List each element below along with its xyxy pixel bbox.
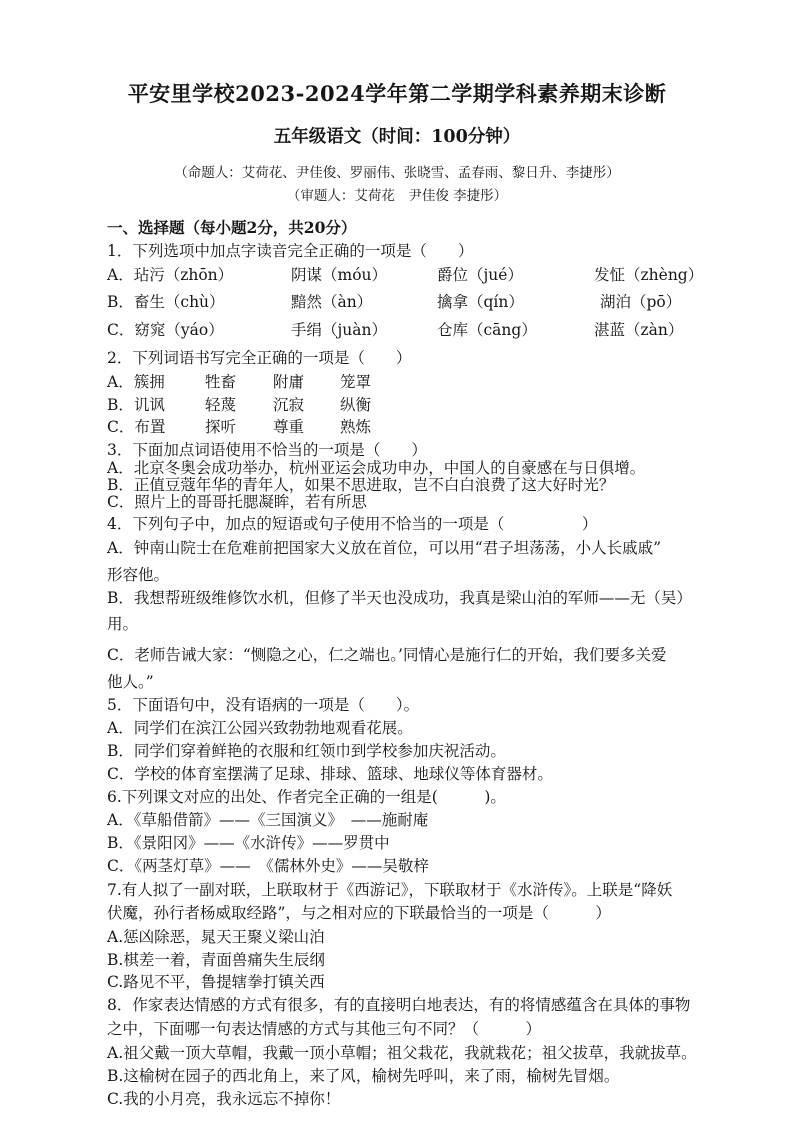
- q1-option: 手绢（juàn）: [291, 321, 388, 339]
- exam-subtitle: 五年级语文（时间：100分钟）: [273, 127, 521, 147]
- q8-option-c: C.我的小月亮，我永远忘不掉你！: [107, 1090, 341, 1108]
- q1-option: B．畜生（chù）: [107, 293, 225, 311]
- q3-option-b: B．正值豆蔻年华的青年人，如果不思进取，岂不白白浪费了这大好时光？: [107, 476, 615, 494]
- q5-option-b: B．同学们穿着鲜艳的衣服和红领巾到学校参加庆祝活动。: [107, 742, 506, 760]
- reviewers: （审题人：艾荷花 尹佳俊 李捷彤）: [286, 188, 508, 204]
- section-heading: 一、选择题（每小题2分，共20分）: [107, 218, 357, 237]
- q1-option: 湛蓝（zàn）: [594, 321, 684, 339]
- q1-option: 发怔（zhèng）: [594, 266, 704, 284]
- q1-option: 擒拿（qín）: [437, 293, 524, 311]
- q3-option-a: A．北京冬奥会成功举办，杭州亚运会成功申办，中国人的自豪感在与日俱增。: [107, 459, 646, 477]
- q2-stem: 2．下列词语书写完全正确的一项是（ ）: [107, 349, 412, 367]
- q4-option-b-cont: 用。: [107, 615, 139, 633]
- q2-option: 尊重: [273, 418, 305, 436]
- q1-option: 仓库（cāng）: [437, 321, 537, 339]
- q1-option: C．窈窕（yáo）: [107, 321, 224, 339]
- q6-option-b: B．《景阳冈》——《水浒传》——罗贯中: [107, 834, 390, 852]
- q5-option-a: A．同学们在滨江公园兴致勃勃地观看花展。: [107, 719, 413, 737]
- q2-option: A．簇拥: [107, 373, 165, 391]
- q1-option: 黯然（àn）: [291, 293, 373, 311]
- q6-stem: 6.下列课文对应的出处、作者完全正确的一组是( )。: [107, 788, 506, 806]
- q1-option: 爵位（jué）: [437, 266, 523, 284]
- q2-option: 纵衡: [340, 396, 372, 414]
- q4-option-b: B．我想帮班级维修饮水机，但修了半天也没成功，我真是梁山泊的军师——无（吴）: [107, 589, 692, 607]
- q2-option: 沉寂: [273, 396, 305, 414]
- q8-option-b: B.这榆树在园子的西北角上，来了风，榆树先呼叫，来了雨，榆树先冒烟。: [107, 1067, 620, 1085]
- q5-stem: 5．下面语句中，没有语病的一项是（ ）。: [107, 696, 420, 714]
- q3-stem: 3．下面加点词语使用不恰当的一项是（ ）: [107, 441, 427, 459]
- q4-option-a-cont: 形容他。: [107, 566, 170, 584]
- exam-title: 平安里学校2023-2024学年第二学期学科素养期末诊断: [127, 81, 667, 106]
- q4-option-c: C．老师告诫大家：“恻隐之心，仁之端也。’同情心是施行仁的开始，我们要多关爱: [107, 646, 667, 664]
- q2-option: 轻蔑: [205, 396, 237, 414]
- q4-option-a: A．钟南山院士在危难前把国家大义放在首位，可以用“君子坦荡荡，小人长戚戚”: [107, 539, 662, 557]
- q2-option: 牲畜: [205, 373, 237, 391]
- q2-option: C．布置: [107, 418, 166, 436]
- q7-stem-cont: 伏魔，孙行者杨威取经路”，与之相对应的下联最恰当的一项是（ ）: [107, 904, 611, 922]
- q2-option: 附庸: [273, 373, 305, 391]
- q1-option: 阴谋（móu）: [291, 266, 388, 284]
- q4-stem: 4．下列句子中，加点的短语或句子使用不恰当的一项是（ ）: [107, 515, 598, 533]
- q7-option-a: A.惩凶除恶，晁天王聚义梁山泊: [107, 928, 325, 946]
- q2-option: 熟炼: [340, 418, 372, 436]
- q5-option-c: C．学校的体育室摆满了足球、排球、篮球、地球仪等体育器材。: [107, 765, 553, 783]
- q1-stem: 1．下列选项中加点字读音完全正确的一项是（ ）: [107, 242, 474, 260]
- q6-option-a: A．《草船借箭》——《三国演义》 ——施耐庵: [107, 811, 429, 829]
- q7-stem: 7.有人拟了一副对联，上联取材于《西游记》，下联取材于《水浒传》。上联是“降妖: [107, 881, 673, 899]
- q2-option: 探听: [205, 418, 237, 436]
- q7-option-c: C.路见不平，鲁提辖拳打镇关西: [107, 973, 325, 991]
- question-setters: （命题人：艾荷花、尹佳俊、罗丽伟、张晓雪、孟春雨、黎日升、李捷彤）: [174, 165, 620, 181]
- q1-option: A．玷污（zhōn）: [107, 266, 234, 284]
- q8-stem: 8．作家表达情感的方式有很多，有的直接明白地表达，有的将情感蕴含在具体的事物: [107, 996, 691, 1014]
- q8-option-a: A.祖父戴一顶大草帽，我戴一顶小草帽；祖父栽花，我就栽花；祖父拔草，我就拔草。: [107, 1044, 697, 1062]
- q1-option: 湖泊（pō）: [600, 293, 682, 311]
- q6-option-c: C．《两茎灯草》—— 《儒林外史》——吴敬梓: [107, 857, 429, 875]
- q7-option-b: B.棋差一着，青面兽痛失生辰纲: [107, 951, 325, 969]
- q2-option: 笼罩: [340, 373, 372, 391]
- q2-option: B．讥讽: [107, 396, 165, 414]
- q3-option-c: C．照片上的哥哥托腮凝眸，若有所思: [107, 493, 367, 511]
- q8-stem-cont: 之中，下面哪一句表达情感的方式与其他三句不同？（ ）: [107, 1020, 542, 1038]
- q4-option-c-cont: 他人。”: [107, 673, 154, 691]
